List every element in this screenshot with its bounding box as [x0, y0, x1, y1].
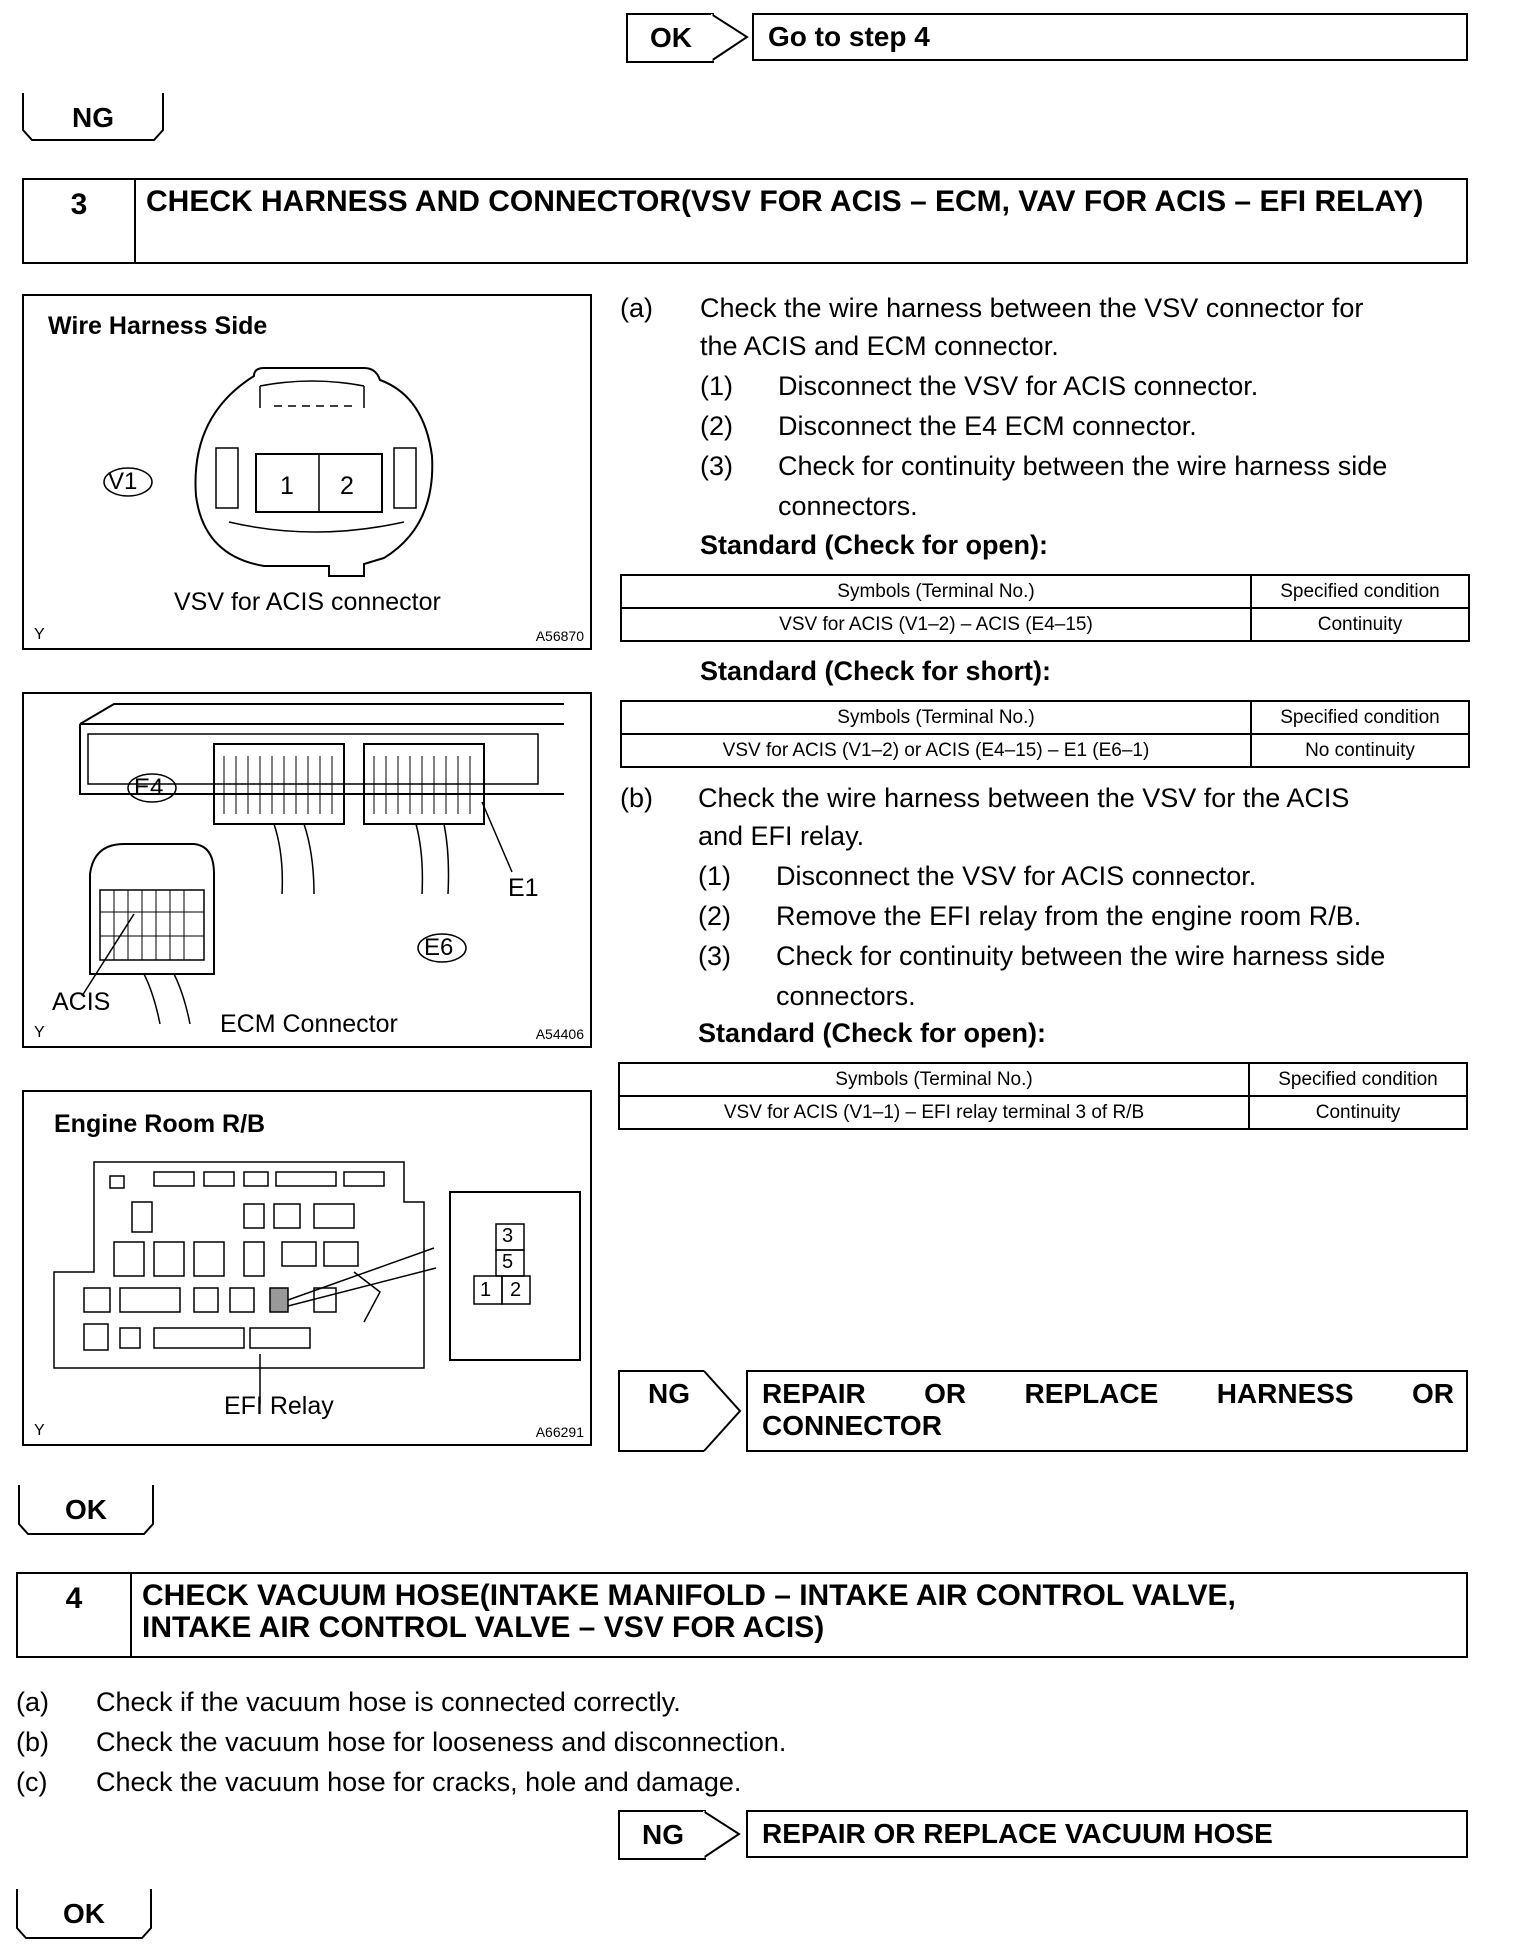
standard-heading: Standard (Check for short): [700, 656, 1052, 686]
ok-tab-bottom [16, 1888, 152, 1940]
substep-num: (3) [698, 941, 731, 971]
ok-tag: OK [626, 13, 714, 63]
terminal-5-label: 5 [502, 1251, 514, 1273]
header-cell: Symbols (Terminal No.) [619, 1063, 1249, 1096]
table-header-row [619, 1063, 1467, 1096]
e6-label: E6 [424, 934, 454, 961]
item-text: Check the vacuum hose for cracks, hole and damage. [96, 1767, 742, 1797]
chevron-right-icon [711, 13, 751, 63]
item-text-cont: the ACIS and ECM connector. [700, 331, 1059, 361]
pin-2-label: 2 [340, 472, 354, 500]
header-cell: Specified condition [1249, 1063, 1467, 1096]
ng-result-word: REPAIR [762, 1378, 866, 1409]
item-text: Check the vacuum hose for looseness and disconnection. [96, 1727, 787, 1757]
acis-label: ACIS [52, 988, 111, 1016]
header-cell: Symbols (Terminal No.) [621, 701, 1251, 734]
substep-num: (1) [698, 861, 731, 891]
table-header-row [621, 701, 1469, 734]
item-label: (c) [16, 1767, 48, 1797]
standard-heading: Standard (Check for open): [700, 530, 1049, 560]
table-cell: VSV for ACIS (V1–2) or ACIS (E4–15) – E1 (E6–1) [621, 734, 1251, 767]
ng-tag: NG [648, 1378, 690, 1409]
figure-title: Wire Harness Side [48, 312, 268, 340]
step-title-line-2: INTAKE AIR CONTROL VALVE – VSV FOR ACIS) [142, 1611, 825, 1644]
figure-caption: VSV for ACIS connector [174, 588, 441, 616]
step-number: 3 [24, 180, 136, 262]
terminal-3-label: 3 [502, 1225, 514, 1247]
ng-flow-step-3 [618, 1370, 1468, 1452]
figure-code: A54406 [535, 1026, 584, 1042]
item-text: Check if the vacuum hose is connected correctly. [96, 1687, 681, 1717]
terminal-2-label: 2 [510, 1279, 522, 1301]
spec-table-open-a [620, 574, 1470, 642]
table-cell: No continuity [1251, 734, 1469, 767]
item-text-cont: and EFI relay. [698, 821, 865, 851]
item-label: (b) [620, 783, 653, 813]
ok-tab-label: OK [63, 1898, 105, 1929]
substep-num: (2) [698, 901, 731, 931]
item-text: Check the wire harness between the VSV for the ACIS [698, 783, 1350, 813]
header-cell: Specified condition [1251, 701, 1469, 734]
step-title [132, 1574, 1466, 1656]
figure-code: A56870 [535, 628, 584, 644]
ng-result-word: OR [1412, 1378, 1454, 1409]
step-title: CHECK HARNESS AND CONNECTOR(VSV FOR ACIS – ECM, VAV FOR ACIS – EFI RELAY) [146, 185, 1424, 218]
chevron-right-icon [703, 1810, 743, 1860]
header-cell: Specified condition [1251, 575, 1469, 608]
table-header-row [621, 575, 1469, 608]
ok-tab-label: OK [65, 1494, 107, 1525]
substep-text: Check for continuity between the wire harness side [776, 941, 1386, 971]
substep-text: Check for continuity between the wire harness side [778, 451, 1388, 481]
table-row [619, 1096, 1467, 1129]
ok-tab [18, 1484, 154, 1536]
figure-title: Engine Room R/B [54, 1110, 266, 1138]
figure-caption: ECM Connector [220, 1010, 398, 1038]
ng-tag: NG [618, 1810, 706, 1860]
substep-text-cont: connectors. [776, 981, 916, 1011]
figure-y-mark: Y [34, 1422, 45, 1439]
figure-ecm-connector [22, 692, 592, 1048]
table-row [621, 608, 1469, 641]
table-cell: Continuity [1249, 1096, 1467, 1129]
substep-num: (2) [700, 411, 733, 441]
table-cell: Continuity [1251, 608, 1469, 641]
table-cell: VSV for ACIS (V1–2) – ACIS (E4–15) [621, 608, 1251, 641]
substep-text: Disconnect the VSV for ACIS connector. [778, 371, 1259, 401]
item-label: (b) [16, 1727, 49, 1757]
figure-y-mark: Y [34, 626, 45, 643]
substep-text: Disconnect the E4 ECM connector. [778, 411, 1197, 441]
ng-result: REPAIR OR REPLACE VACUUM HOSE [746, 1810, 1468, 1858]
figure-wire-harness [22, 294, 592, 650]
ng-tab-label: NG [72, 102, 114, 133]
substep-text: Disconnect the VSV for ACIS connector. [776, 861, 1257, 891]
figure-engine-room-rb [22, 1090, 592, 1446]
spec-table-short [620, 700, 1470, 768]
terminal-1-label: 1 [480, 1279, 492, 1301]
connector-id-v1: V1 [108, 468, 138, 495]
ng-result-word: OR [924, 1378, 967, 1409]
step-number: 4 [18, 1574, 132, 1656]
ng-result-line-2: CONNECTOR [762, 1410, 942, 1441]
ng-result-box [746, 1370, 1468, 1452]
item-label: (a) [620, 293, 653, 323]
e4-label: E4 [134, 774, 164, 801]
e1-label: E1 [508, 874, 539, 902]
step-3-header [22, 178, 1468, 264]
standard-heading: Standard (Check for open): [698, 1018, 1047, 1048]
pin-1-label: 1 [280, 472, 294, 500]
step-4-header [16, 1572, 1468, 1658]
step-title-line-1: CHECK VACUUM HOSE(INTAKE MANIFOLD – INTAKE AIR CONTROL VALVE, [142, 1579, 1236, 1612]
spec-table-open-b [618, 1062, 1468, 1130]
figure-code: A66291 [535, 1424, 584, 1440]
ng-result-word: REPLACE [1024, 1378, 1159, 1409]
figure-caption: EFI Relay [224, 1392, 334, 1420]
substep-text-cont: connectors. [778, 491, 918, 521]
substep-num: (3) [700, 451, 733, 481]
item-text: Check the wire harness between the VSV connector for [700, 293, 1364, 323]
header-cell: Symbols (Terminal No.) [621, 575, 1251, 608]
ng-tab [22, 92, 164, 142]
table-row [621, 734, 1469, 767]
figure-y-mark: Y [34, 1024, 45, 1041]
ng-result-line-1 [762, 1378, 1454, 1410]
ng-result-word: HARNESS [1216, 1378, 1354, 1409]
table-cell: VSV for ACIS (V1–1) – EFI relay terminal 3 of R/B [619, 1096, 1249, 1129]
goto-step-result: Go to step 4 [752, 13, 1468, 61]
substep-num: (1) [700, 371, 733, 401]
substep-text: Remove the EFI relay from the engine room R/B. [776, 901, 1362, 931]
item-label: (a) [16, 1687, 49, 1717]
